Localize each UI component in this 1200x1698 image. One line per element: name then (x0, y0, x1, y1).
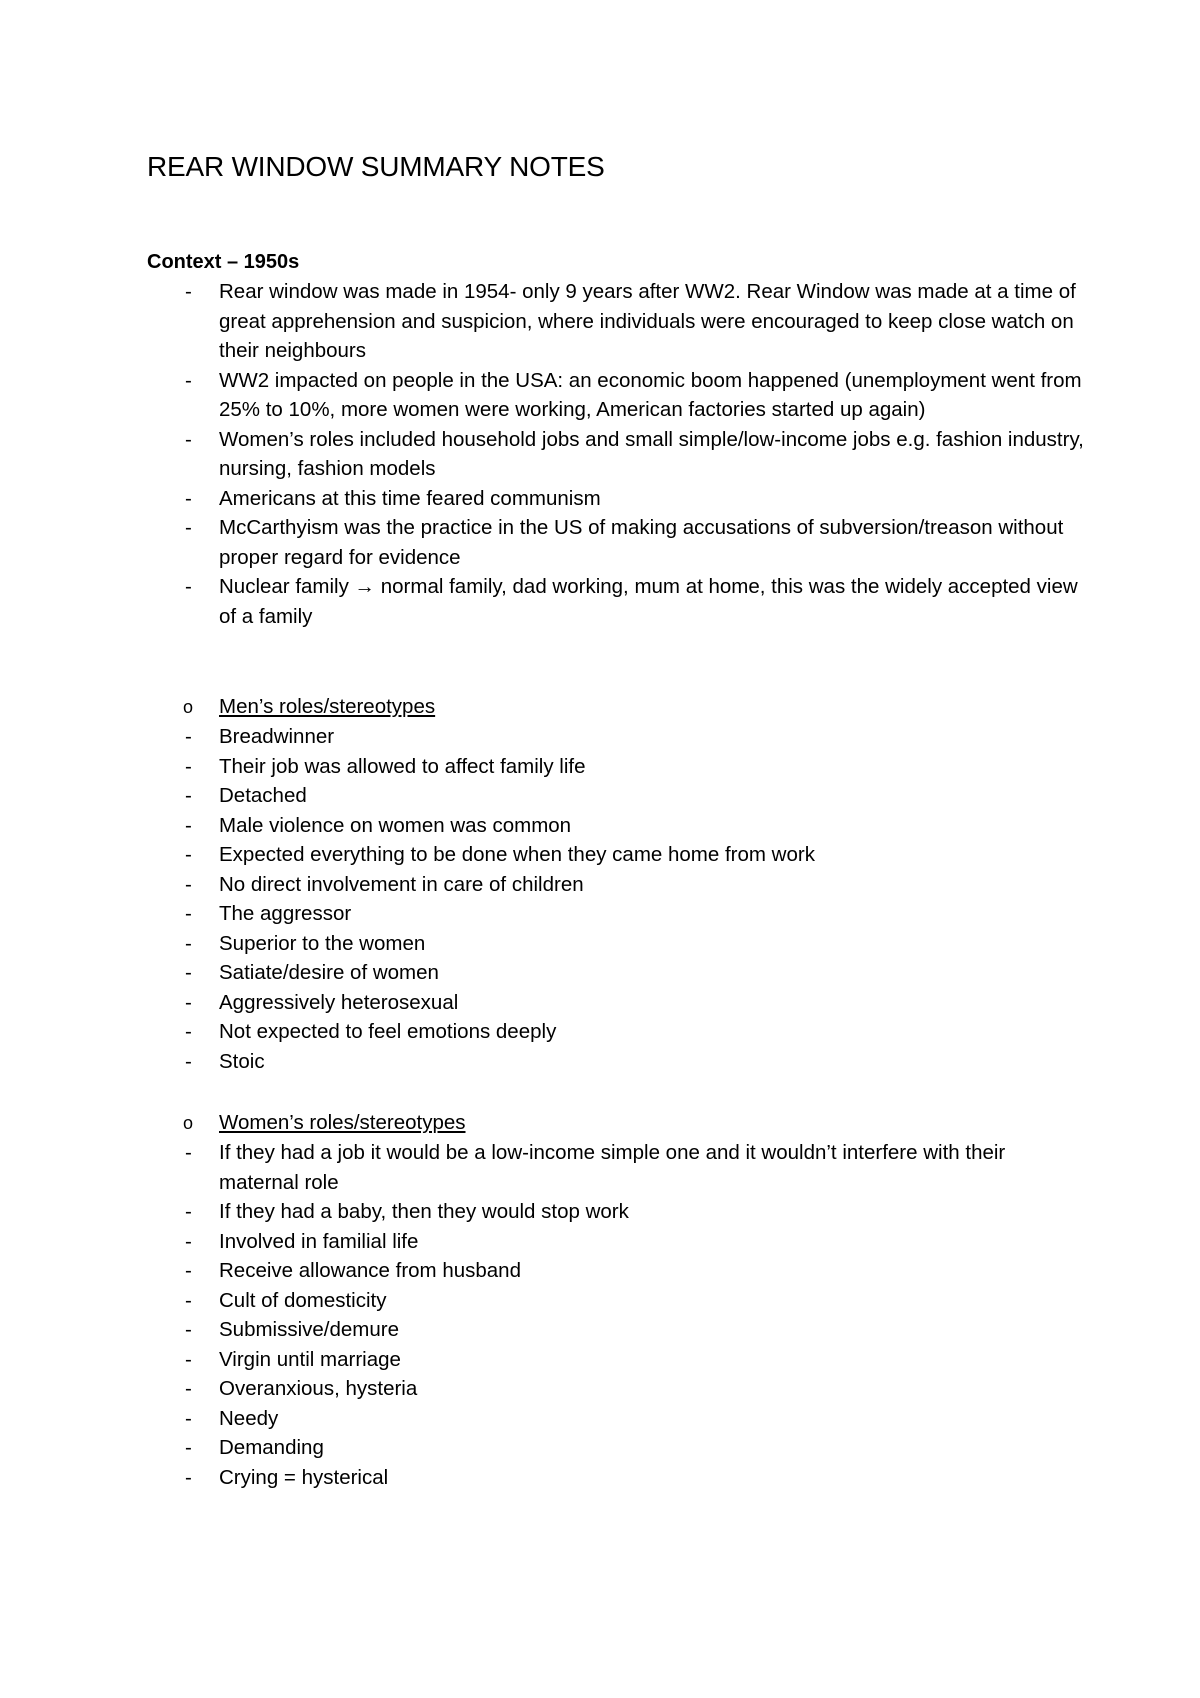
dash-bullet-icon: - (185, 843, 192, 866)
list-item (147, 1256, 1087, 1286)
mens-roles-label: Men’s roles/stereotypes (219, 695, 436, 718)
dash-bullet-icon: - (185, 961, 192, 984)
list-item-text: No direct involvement in care of children (219, 872, 584, 896)
context-heading: Context – 1950s (147, 251, 300, 273)
dash-bullet-icon: - (185, 280, 192, 303)
list-item (147, 1227, 1087, 1257)
list-item (147, 1345, 1087, 1375)
list-item-text: Cult of domesticity (219, 1288, 387, 1312)
list-item-text: Male violence on women was common (219, 813, 572, 837)
list-item-text: Involved in familial life (219, 1229, 419, 1253)
dash-bullet-icon: - (185, 872, 192, 896)
list-item (147, 929, 1087, 959)
dash-bullet-icon: - (185, 1465, 192, 1489)
list-item (147, 1017, 1087, 1047)
list-item-text: The aggressor (219, 902, 352, 925)
dash-bullet-icon: - (185, 1259, 192, 1282)
list-item (147, 572, 1087, 631)
dash-bullet-icon: - (185, 990, 192, 1014)
list-item (147, 513, 1087, 572)
dash-bullet-icon: - (185, 784, 192, 807)
dash-bullet-icon: - (185, 813, 192, 837)
list-item (147, 840, 1087, 870)
womens-roles-label: Women’s roles/stereotypes (219, 1111, 466, 1134)
list-item-text: Not expected to feel emotions deeply (219, 1020, 557, 1043)
womens-roles-heading (147, 1108, 1087, 1138)
context-list (147, 277, 1087, 631)
list-item-text: Receive allowance from husband (219, 1259, 521, 1282)
list-item (147, 811, 1087, 841)
list-item-text: Stoic (219, 1049, 265, 1073)
list-item (147, 1047, 1087, 1077)
list-item (147, 1404, 1087, 1434)
list-item (147, 1286, 1087, 1316)
womens-roles-section (147, 1108, 1087, 1492)
dash-bullet-icon: - (185, 368, 192, 392)
list-item (147, 722, 1087, 752)
list-item-text: Aggressively heterosexual (219, 990, 459, 1014)
list-item-text: Their job was allowed to affect family life (219, 754, 586, 778)
list-item-text: Submissive/demure (219, 1318, 400, 1341)
list-item (147, 752, 1087, 782)
list-item (147, 1374, 1087, 1404)
dash-bullet-icon: - (185, 754, 192, 778)
dash-bullet-icon: - (185, 902, 192, 925)
list-item-text: WW2 impacted on people in the USA: an economic boom happened (unemployment went from 25% to 10%, more women were working, American factories started up again) (219, 368, 1082, 421)
list-item (147, 1433, 1087, 1463)
womens-roles-list (147, 1138, 1087, 1492)
dash-bullet-icon: - (185, 1020, 192, 1043)
list-item (147, 1463, 1087, 1493)
mens-roles-section (147, 692, 1087, 1076)
list-item-text: Needy (219, 1406, 279, 1430)
list-item-text: Crying = hysterical (219, 1465, 389, 1489)
list-item-text: Detached (219, 784, 307, 807)
list-item (147, 958, 1087, 988)
dash-bullet-icon: - (185, 427, 192, 451)
list-item (147, 366, 1087, 425)
list-item (147, 781, 1087, 811)
list-item-text: Demanding (219, 1436, 324, 1459)
list-item-text: Virgin until marriage (219, 1347, 401, 1371)
dash-bullet-icon: - (185, 1436, 192, 1459)
list-item-text: Nuclear family → normal family, dad working, mum at home, this was the widely accepted view of a family (219, 575, 1078, 628)
dash-bullet-icon: - (185, 486, 192, 510)
dash-bullet-icon: - (185, 1200, 192, 1223)
list-item-text: Breadwinner (219, 725, 335, 748)
dash-bullet-icon: - (185, 1406, 192, 1430)
list-item (147, 1197, 1087, 1227)
dash-bullet-icon: - (185, 725, 192, 748)
list-item (147, 1315, 1087, 1345)
dash-bullet-icon: - (185, 1288, 192, 1312)
list-item-text: Rear window was made in 1954- only 9 years after WW2. Rear Window was made at a time of great apprehension and suspicion, where individuals were encouraged to keep close watch on their neighbours (219, 280, 1076, 362)
list-item (147, 425, 1087, 484)
list-item (147, 988, 1087, 1018)
list-item (147, 870, 1087, 900)
list-item (147, 277, 1087, 366)
mens-roles-list (147, 722, 1087, 1076)
dash-bullet-icon: - (185, 931, 192, 955)
dash-bullet-icon: - (185, 1347, 192, 1371)
dash-bullet-icon: - (185, 575, 192, 598)
dash-bullet-icon: - (185, 1141, 192, 1164)
mens-roles-heading (147, 692, 1087, 722)
list-item (147, 484, 1087, 514)
list-item-text: Superior to the women (219, 931, 426, 955)
dash-bullet-icon: - (185, 1049, 192, 1073)
list-item-text: Women’s roles included household jobs and small simple/low-income jobs e.g. fashion industry, nursing, fashion models (219, 427, 1084, 480)
list-item-text: Americans at this time feared communism (219, 486, 601, 510)
dash-bullet-icon: - (185, 1318, 192, 1341)
list-item (147, 899, 1087, 929)
list-item-text: If they had a job it would be a low-income simple one and it wouldn’t interfere with their maternal role (219, 1141, 1006, 1194)
list-item-text: If they had a baby, then they would stop work (219, 1200, 629, 1223)
list-item-text: Expected everything to be done when they came home from work (219, 843, 815, 866)
list-item-text: McCarthyism was the practice in the US of making accusations of subversion/treason without proper regard for evidence (219, 516, 1064, 569)
dash-bullet-icon: - (185, 1229, 192, 1253)
document-title: REAR WINDOW SUMMARY NOTES (147, 151, 605, 182)
list-item (147, 1138, 1087, 1197)
dash-bullet-icon: - (185, 516, 192, 539)
circle-bullet-icon: o (183, 1113, 194, 1133)
circle-bullet-icon: o (183, 697, 194, 717)
context-section (147, 247, 1087, 631)
dash-bullet-icon: - (185, 1377, 192, 1400)
list-item-text: Satiate/desire of women (219, 961, 439, 984)
list-item-text: Overanxious, hysteria (219, 1377, 418, 1400)
